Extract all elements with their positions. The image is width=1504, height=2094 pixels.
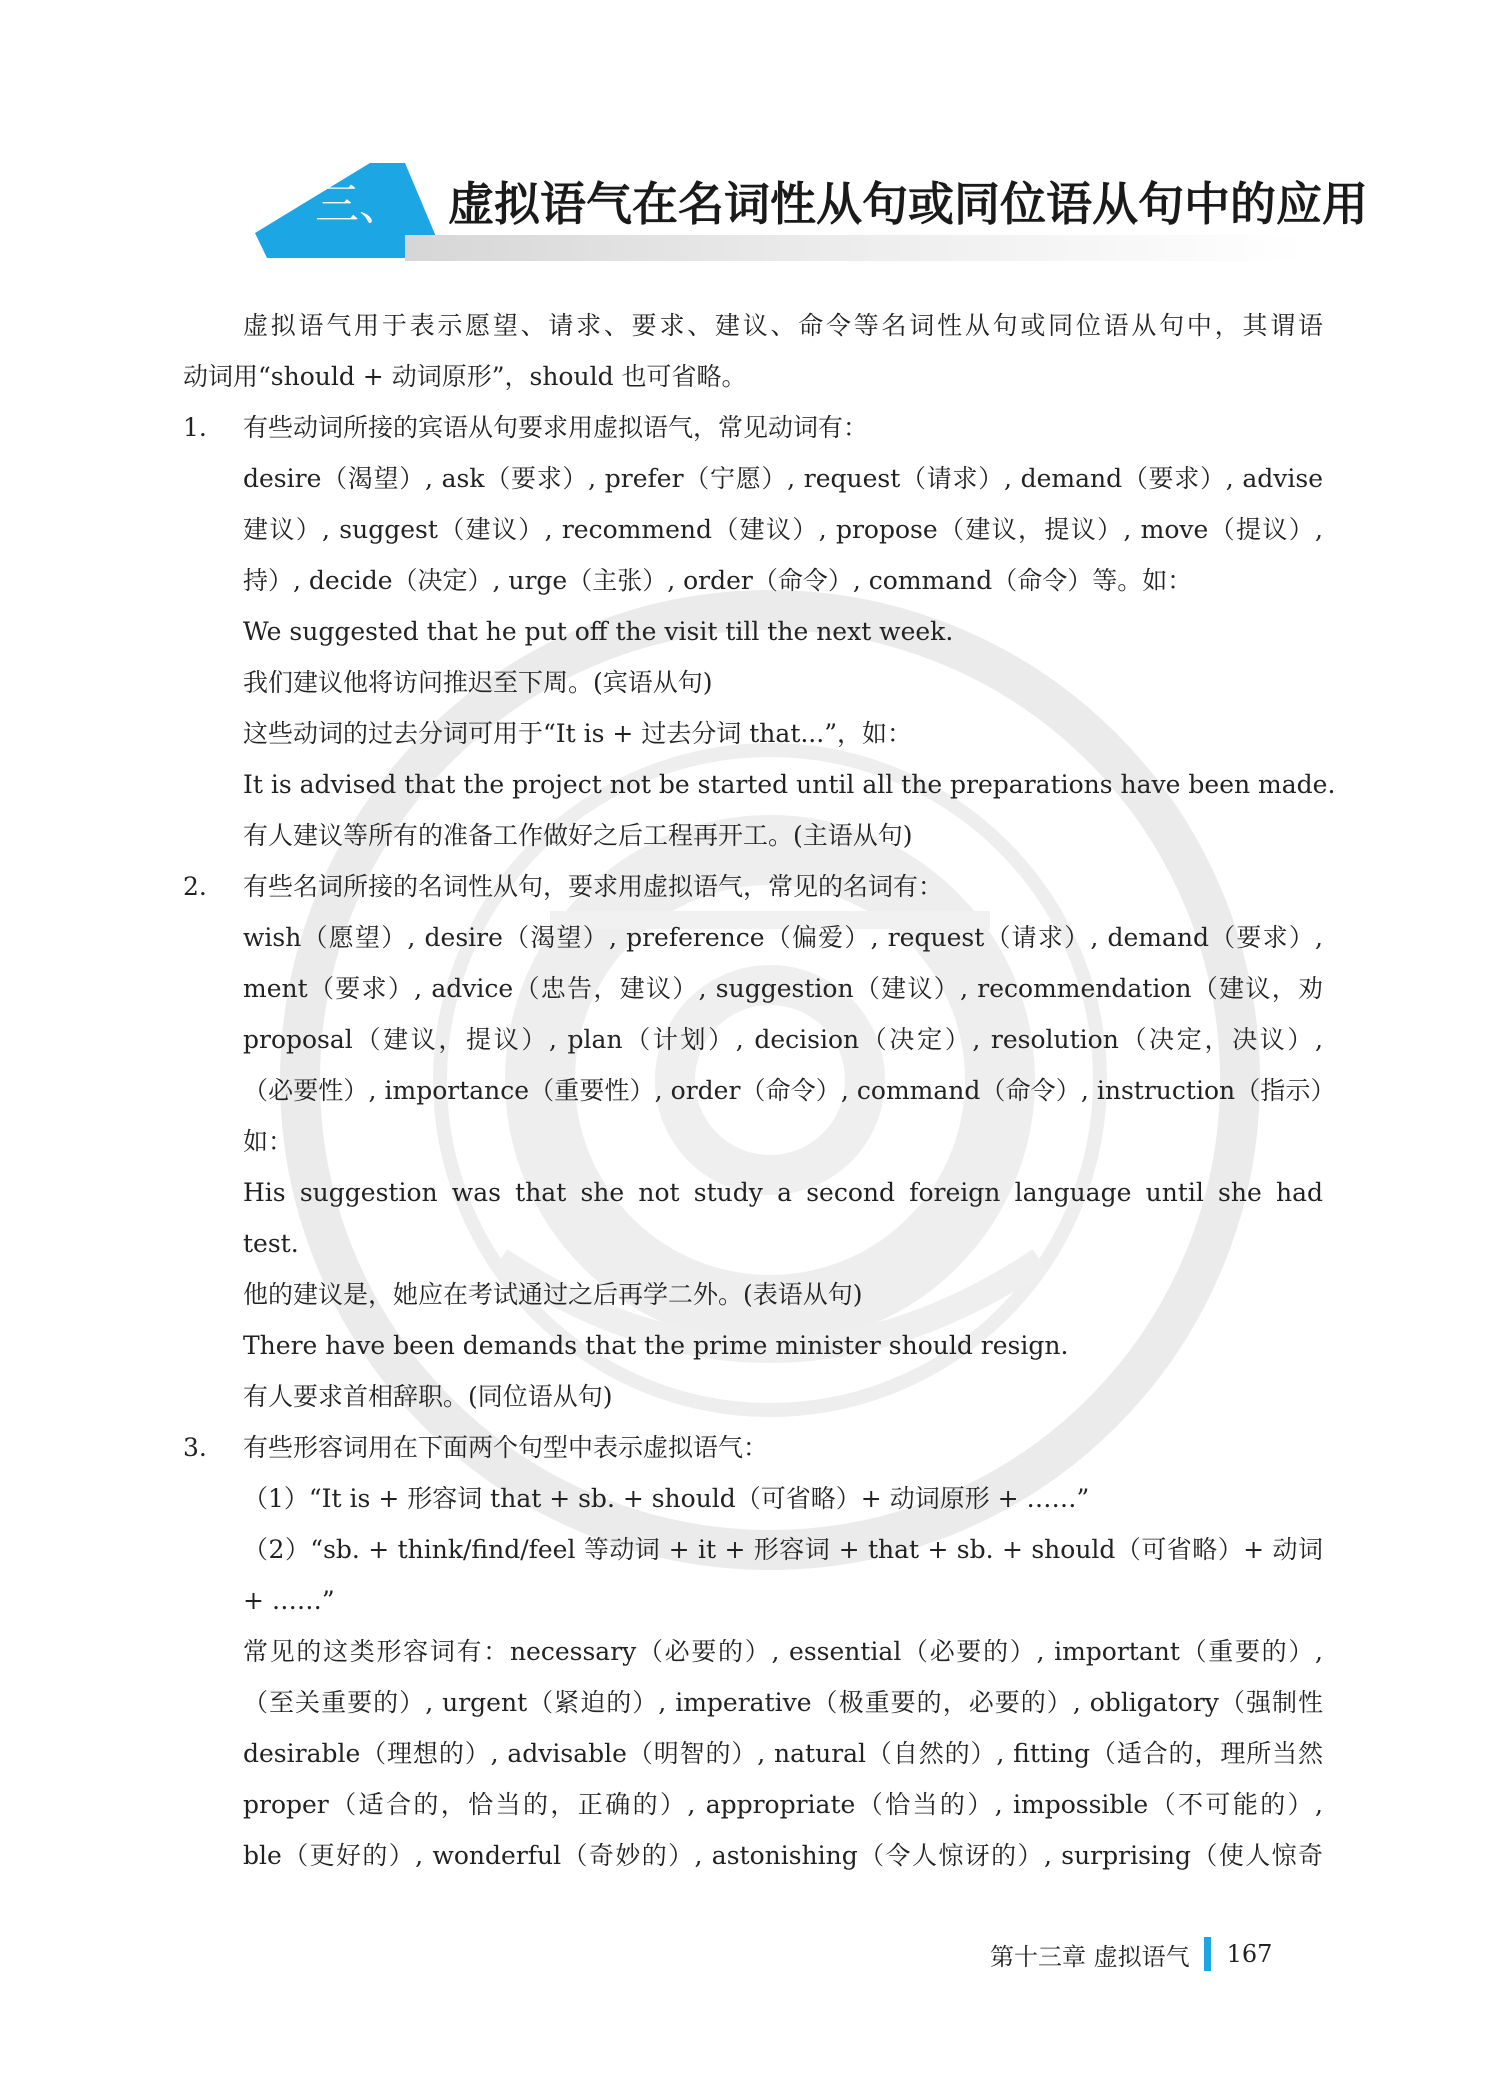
noun-list-line: proposal（建议，提议）, plan（计划）, decision（决定）, resolution（决定，决议）, (243, 1025, 1323, 1054)
noun-list-line: （必要性）, importance（重要性）, order（命令）, command（命令）, instruction（指示） (243, 1076, 1323, 1105)
example-chinese: 我们建议他将访问推迟至下周。(宾语从句) (243, 668, 713, 697)
adjective-list-line: desirable（理想的）, advisable（明智的）, natural（自然的）, fitting（适合的，理所当然 (243, 1739, 1323, 1768)
section-2-title: 有些名词所接的名词性从句，要求用虚拟语气，常见的名词有： (243, 872, 944, 901)
intro-paragraph-line: 动词用“should + 动词原形”，should 也可省略。 (183, 362, 747, 391)
adjective-list-line: （至关重要的）, urgent（紧迫的）, imperative（极重要的，必要的）, obligatory（强制性 (243, 1688, 1323, 1717)
example-english: It is advised that the project not be started until all the preparations have been made. (243, 770, 1336, 799)
example-chinese: 他的建议是，她应在考试通过之后再学二外。(表语从句) (243, 1280, 863, 1309)
heading-number: 三、 (315, 179, 403, 230)
noun-list-line: wish（愿望）, desire（渴望）, preference（偏爱）, request（请求）, demand（要求）, (243, 923, 1323, 952)
adjective-list-line: ble（更好的）, wonderful（奇妙的）, astonishing（令人惊讶的）, surprising（使人惊奇 (243, 1841, 1323, 1870)
list-number: 3. (183, 1433, 207, 1462)
list-number: 1. (183, 413, 207, 442)
verb-list-line: desire（渴望）, ask（要求）, prefer（宁愿）, request（请求）, demand（要求）, advise (243, 464, 1323, 493)
chapter-label: 第十三章 虚拟语气 (990, 1942, 1190, 1971)
example-english: We suggested that he put off the visit till the next week. (243, 617, 954, 646)
section-3-title: 有些形容词用在下面两个句型中表示虚拟语气： (243, 1433, 769, 1462)
page-number: 167 (1226, 1940, 1273, 1968)
section-heading (255, 163, 1368, 263)
section-2-heading (183, 861, 1323, 912)
noun-list-line: 如： (243, 1127, 294, 1156)
verb-list-line: 持）, decide（决定）, urge（主张）, order（命令）, command（命令）等。如： (243, 566, 1193, 595)
example-english: test. (243, 1229, 299, 1258)
intro-paragraph-line: 虚拟语气用于表示愿望、请求、要求、建议、命令等名词性从句或同位语从句中，其谓语 (243, 311, 1323, 340)
example-chinese: 有人建议等所有的准备工作做好之后工程再开工。(主语从句) (243, 821, 913, 850)
adjective-list-line: 常见的这类形容词有：necessary（必要的）, essential（必要的）, important（重要的）, (243, 1637, 1323, 1666)
sentence-pattern: （1）“It is + 形容词 that + sb. + should（可省略）+ 动词原形 + ……” (243, 1484, 1090, 1513)
section-1-heading (183, 402, 1323, 453)
page-footer (990, 1934, 1272, 1974)
body-text (183, 300, 1336, 1881)
list-number: 2. (183, 872, 207, 901)
footer-divider (1204, 1937, 1211, 1971)
sentence-pattern: + ……” (243, 1586, 335, 1615)
noun-list-line: ment（要求）, advice（忠告，建议）, suggestion（建议）, recommendation（建议，劝 (243, 974, 1323, 1003)
example-english: His suggestion was that she not study a second foreign language until she had (243, 1178, 1323, 1207)
example-chinese: 有人要求首相辞职。(同位语从句) (243, 1382, 613, 1411)
verb-list-line: 建议）, suggest（建议）, recommend（建议）, propose（建议，提议）, move（提议）, (243, 515, 1323, 544)
page-title: 虚拟语气在名词性从句或同位语从句中的应用 (448, 177, 1368, 231)
heading-underline (405, 235, 1305, 261)
section-1-title: 有些动词所接的宾语从句要求用虚拟语气，常见动词有： (243, 413, 869, 442)
section-3-heading (183, 1422, 1323, 1473)
sentence-pattern: （2）“sb. + think/find/feel 等动词 + it + 形容词 + that + sb. + should（可省略）+ 动词 (243, 1535, 1323, 1564)
adjective-list-line: proper（适合的，恰当的，正确的）, appropriate（恰当的）, impossible（不可能的）, (243, 1790, 1323, 1819)
usage-note: 这些动词的过去分词可用于“It is + 过去分词 that...”，如： (243, 719, 912, 748)
example-english: There have been demands that the prime minister should resign. (243, 1331, 1069, 1360)
